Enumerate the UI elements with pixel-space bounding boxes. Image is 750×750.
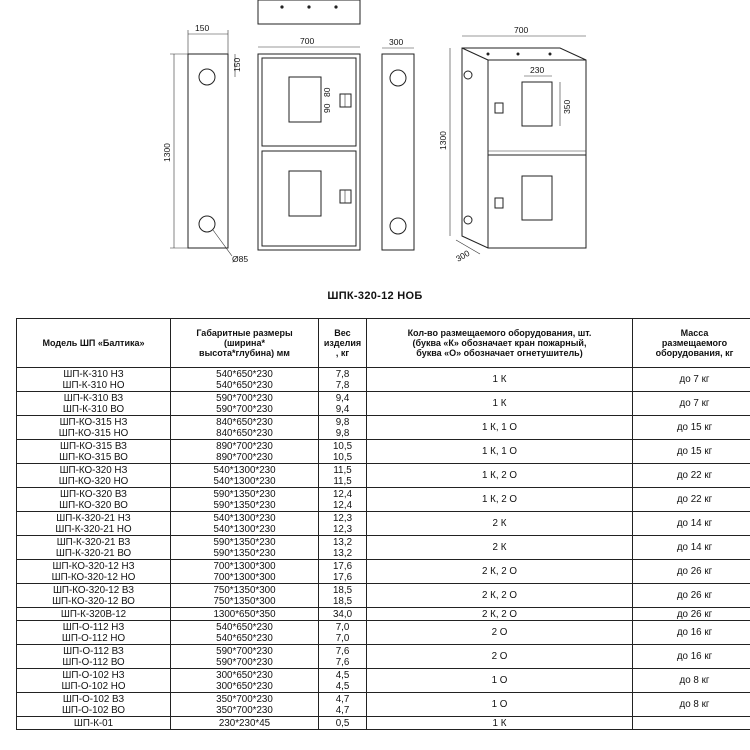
equipment-cell: 2 К, 2 О xyxy=(367,584,633,608)
size-cell: 540*1300*230 540*1300*230 xyxy=(171,464,319,488)
dim-w230: 230 xyxy=(530,65,545,75)
table-row xyxy=(17,645,750,669)
mass-cell: до 8 кг xyxy=(633,693,750,717)
mounting-plate-drawing xyxy=(162,23,248,264)
size-cell: 540*650*230 540*650*230 xyxy=(171,368,319,392)
dim-h90: 90 xyxy=(322,103,332,113)
model-cell: ШП-К-320-21 ВЗ ШП-К-320-21 ВО xyxy=(17,536,171,560)
table-header-row xyxy=(17,319,750,368)
model-cell: ШП-К-320-21 НЗ ШП-К-320-21 НО xyxy=(17,512,171,536)
size-cell: 230*230*45 xyxy=(171,717,319,730)
dim-w700-iso: 700 xyxy=(514,25,529,35)
cabinet-drawings xyxy=(0,0,750,300)
weight-cell: 7,6 7,6 xyxy=(319,645,367,669)
equipment-cell: 1 К, 2 О xyxy=(367,488,633,512)
model-cell: ШП-КО-320-12 НЗ ШП-КО-320-12 НО xyxy=(17,560,171,584)
mass-cell: до 26 кг xyxy=(633,584,750,608)
size-cell: 890*700*230 890*700*230 xyxy=(171,440,319,464)
weight-cell: 10,5 10,5 xyxy=(319,440,367,464)
model-cell: ШП-К-310 ВЗ ШП-К-310 ВО xyxy=(17,392,171,416)
mass-cell: до 14 кг xyxy=(633,536,750,560)
header-equipment: Кол-во размещаемого оборудования, шт. (буква «К» обозначает кран пожарный, буква «О» обозначает огнетушитель) xyxy=(367,319,633,368)
mass-cell: до 14 кг xyxy=(633,512,750,536)
mass-cell xyxy=(633,717,750,730)
front-view-drawing xyxy=(258,36,360,250)
size-cell: 540*1300*230 540*1300*230 xyxy=(171,512,319,536)
model-cell: ШП-КО-315 НЗ ШП-КО-315 НО xyxy=(17,416,171,440)
table-row xyxy=(17,464,750,488)
size-cell: 590*700*230 590*700*230 xyxy=(171,645,319,669)
top-partial-view xyxy=(258,0,360,24)
weight-cell: 9,4 9,4 xyxy=(319,392,367,416)
dim-h150: 150 xyxy=(232,57,242,72)
size-cell: 300*650*230 300*650*230 xyxy=(171,669,319,693)
header-weight: Вес изделия , кг xyxy=(319,319,367,368)
model-cell: ШП-КО-320 НЗ ШП-КО-320 НО xyxy=(17,464,171,488)
size-cell: 700*1300*300 700*1300*300 xyxy=(171,560,319,584)
table-row xyxy=(17,608,750,621)
weight-cell: 12,3 12,3 xyxy=(319,512,367,536)
model-cell: ШП-О-102 НЗ ШП-О-102 НО xyxy=(17,669,171,693)
drawing-title: ШПК-320-12 НОБ xyxy=(327,290,423,302)
model-cell: ШП-КО-315 ВЗ ШП-КО-315 ВО xyxy=(17,440,171,464)
model-cell: ШП-К-310 НЗ ШП-К-310 НО xyxy=(17,368,171,392)
weight-cell: 12,4 12,4 xyxy=(319,488,367,512)
weight-cell: 4,7 4,7 xyxy=(319,693,367,717)
dim-w700-front: 700 xyxy=(300,36,315,46)
dim-h350: 350 xyxy=(562,99,572,114)
model-cell: ШП-КО-320 ВЗ ШП-КО-320 ВО xyxy=(17,488,171,512)
dim-h80: 80 xyxy=(322,87,332,97)
equipment-cell: 1 К xyxy=(367,717,633,730)
size-cell: 350*700*230 350*700*230 xyxy=(171,693,319,717)
weight-cell: 34,0 xyxy=(319,608,367,621)
size-cell: 590*1350*230 590*1350*230 xyxy=(171,488,319,512)
size-cell: 590*1350*230 590*1350*230 xyxy=(171,536,319,560)
model-cell: ШП-О-112 НЗ ШП-О-112 НО xyxy=(17,621,171,645)
mass-cell: до 16 кг xyxy=(633,645,750,669)
dim-h1300-left: 1300 xyxy=(162,143,172,162)
weight-cell: 7,0 7,0 xyxy=(319,621,367,645)
mass-cell: до 7 кг xyxy=(633,368,750,392)
mass-cell: до 7 кг xyxy=(633,392,750,416)
equipment-cell: 1 К, 1 О xyxy=(367,416,633,440)
dim-w300-side: 300 xyxy=(389,37,404,47)
equipment-cell: 2 К, 2 О xyxy=(367,560,633,584)
dim-h1300-iso: 1300 xyxy=(438,131,448,150)
mass-cell: до 8 кг xyxy=(633,669,750,693)
dim-d300-iso: 300 xyxy=(454,247,472,264)
table-row xyxy=(17,416,750,440)
weight-cell: 9,8 9,8 xyxy=(319,416,367,440)
weight-cell: 11,5 11,5 xyxy=(319,464,367,488)
table-row xyxy=(17,536,750,560)
table-row xyxy=(17,392,750,416)
weight-cell: 18,5 18,5 xyxy=(319,584,367,608)
equipment-cell: 2 О xyxy=(367,621,633,645)
mass-cell: до 22 кг xyxy=(633,464,750,488)
header-mass: Масса размещаемого оборудования, кг xyxy=(633,319,750,368)
equipment-cell: 2 К, 2 О xyxy=(367,608,633,621)
model-cell: ШП-КО-320-12 ВЗ ШП-КО-320-12 ВО xyxy=(17,584,171,608)
equipment-cell: 1 О xyxy=(367,669,633,693)
equipment-cell: 1 К, 2 О xyxy=(367,464,633,488)
weight-cell: 7,8 7,8 xyxy=(319,368,367,392)
weight-cell: 17,6 17,6 xyxy=(319,560,367,584)
table-row xyxy=(17,669,750,693)
mass-cell: до 15 кг xyxy=(633,440,750,464)
table-row xyxy=(17,584,750,608)
side-view-drawing xyxy=(382,37,414,250)
table-row xyxy=(17,560,750,584)
table-row xyxy=(17,621,750,645)
equipment-cell: 2 К xyxy=(367,512,633,536)
size-cell: 750*1350*300 750*1350*300 xyxy=(171,584,319,608)
weight-cell: 0,5 xyxy=(319,717,367,730)
mass-cell: до 26 кг xyxy=(633,560,750,584)
size-cell: 840*650*230 840*650*230 xyxy=(171,416,319,440)
mass-cell: до 22 кг xyxy=(633,488,750,512)
equipment-cell: 1 К xyxy=(367,392,633,416)
equipment-cell: 1 К xyxy=(367,368,633,392)
equipment-cell: 1 О xyxy=(367,693,633,717)
header-size: Габаритные размеры (ширина* высота*глубина) мм xyxy=(171,319,319,368)
equipment-cell: 2 К xyxy=(367,536,633,560)
model-cell: ШП-О-102 ВЗ ШП-О-102 ВО xyxy=(17,693,171,717)
size-cell: 590*700*230 590*700*230 xyxy=(171,392,319,416)
model-cell: ШП-О-112 ВЗ ШП-О-112 ВО xyxy=(17,645,171,669)
equipment-cell: 2 О xyxy=(367,645,633,669)
header-model: Модель ШП «Балтика» xyxy=(17,319,171,368)
size-cell: 540*650*230 540*650*230 xyxy=(171,621,319,645)
mass-cell: до 16 кг xyxy=(633,621,750,645)
isometric-view-drawing xyxy=(438,25,586,264)
table-row xyxy=(17,512,750,536)
model-cell: ШП-К-320В-12 xyxy=(17,608,171,621)
mass-cell: до 15 кг xyxy=(633,416,750,440)
weight-cell: 4,5 4,5 xyxy=(319,669,367,693)
spec-table-body xyxy=(17,368,750,730)
dim-w150: 150 xyxy=(195,23,210,33)
model-cell: ШП-К-01 xyxy=(17,717,171,730)
table-row xyxy=(17,368,750,392)
mass-cell: до 26 кг xyxy=(633,608,750,621)
table-row xyxy=(17,440,750,464)
dim-d85: Ø85 xyxy=(232,254,249,264)
table-row xyxy=(17,488,750,512)
table-row xyxy=(17,717,750,730)
size-cell: 1300*650*350 xyxy=(171,608,319,621)
table-row xyxy=(17,693,750,717)
weight-cell: 13,2 13,2 xyxy=(319,536,367,560)
spec-table xyxy=(16,318,750,730)
equipment-cell: 1 К, 1 О xyxy=(367,440,633,464)
